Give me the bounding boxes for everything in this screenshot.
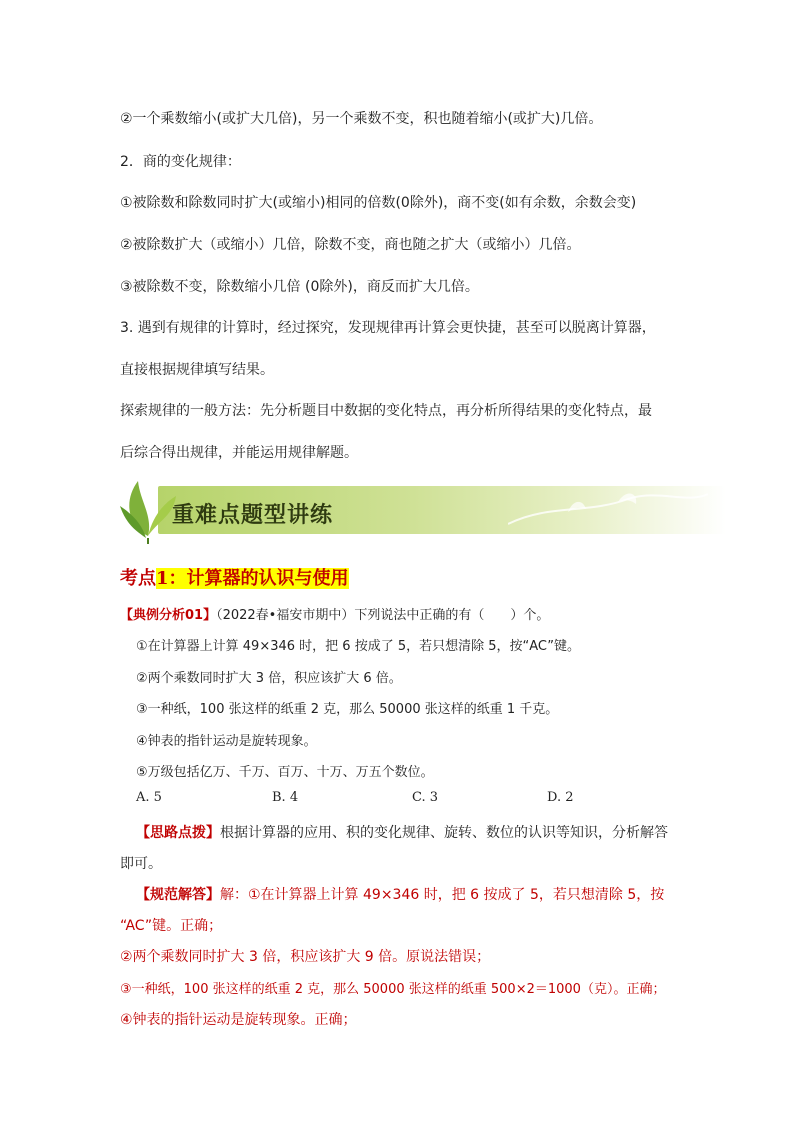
- intro-line-9: 后综合得出规律，并能运用规律解题。: [120, 445, 358, 461]
- option-c: C. 3: [412, 790, 439, 805]
- answer-prefix: 解：: [220, 887, 248, 903]
- banner-title: 重难点题型讲练: [172, 503, 334, 528]
- decorative-vine-icon: [508, 484, 708, 534]
- intro-line-8: 探索规律的一般方法：先分析题目中数据的变化特点，再分析所得结果的变化特点，最: [120, 403, 652, 419]
- example-item: ④钟表的指针运动是旋转现象。: [136, 734, 317, 749]
- hint-tag: 【思路点拨】: [136, 825, 220, 841]
- leaf-icon: [118, 476, 178, 546]
- intro-line-6: 3. 遇到有规律的计算时，经过探究，发现规律再计算会更快捷，甚至可以脱离计算器，: [120, 320, 656, 336]
- answer-text-1: ①在计算器上计算 49×346 时，把 6 按成了 5，若只想清除 5，按: [248, 887, 665, 903]
- option-b: B. 4: [272, 790, 299, 805]
- option-a: A. 5: [136, 790, 162, 805]
- option-d: D. 2: [547, 790, 574, 805]
- intro-line-3: ①被除数和除数同时扩大(或缩小)相同的倍数(0除外)，商不变(如有余数，余数会变): [120, 195, 637, 211]
- answer-line-3: ②两个乘数同时扩大 3 倍，积应该扩大 9 倍。原说法错误；: [120, 949, 491, 965]
- answer-line-1: [136, 884, 664, 904]
- topic-title: 1：计算器的认识与使用: [156, 568, 349, 589]
- section-banner: [118, 476, 726, 546]
- hint-line-2: 即可。: [120, 856, 162, 872]
- example-item: ②两个乘数同时扩大 3 倍，积应该扩大 6 倍。: [136, 671, 402, 686]
- hint-text: 根据计算器的应用、积的变化规律、旋转、数位的认识等知识，分析解答: [220, 825, 668, 841]
- example-item: ③一种纸，100 张这样的纸重 2 克，那么 50000 张这样的纸重 1 千克。: [136, 702, 559, 717]
- intro-line-2: 2．商的变化规律：: [120, 154, 241, 170]
- answer-tag: 【规范解答】: [136, 887, 220, 903]
- intro-line-1: ②一个乘数缩小(或扩大几倍)，另一个乘数不变，积也随着缩小(或扩大)几倍。: [120, 111, 603, 127]
- answer-line-5: ④钟表的指针运动是旋转现象。正确；: [120, 1012, 357, 1028]
- answer-line-4: ③一种纸，100 张这样的纸重 2 克，那么 50000 张这样的纸重 500×2＝1000（克）。正确；: [120, 982, 666, 997]
- answer-line-2: “AC”键。正确；: [120, 918, 223, 934]
- intro-line-5: ③被除数不变，除数缩小几倍 (0除外)，商反而扩大几倍。: [120, 279, 479, 295]
- topic-prefix: 考点: [120, 568, 156, 589]
- topic-heading: [120, 564, 349, 590]
- intro-line-7: 直接根据规律填写结果。: [120, 362, 274, 378]
- example-question: （2022春•福安市期中）下列说法中正确的有（ ）个。: [216, 608, 550, 623]
- example-item: ⑤万级包括亿万、千万、百万、十万、万五个数位。: [136, 765, 434, 780]
- example-item: ①在计算器上计算 49×346 时，把 6 按成了 5，若只想清除 5，按“AC”键。: [136, 639, 580, 654]
- example-tag: 【典例分析01】: [120, 608, 217, 623]
- example-header: [120, 604, 549, 623]
- hint-line-1: [136, 822, 668, 842]
- intro-line-4: ②被除数扩大（或缩小）几倍，除数不变，商也随之扩大（或缩小）几倍。: [120, 237, 581, 253]
